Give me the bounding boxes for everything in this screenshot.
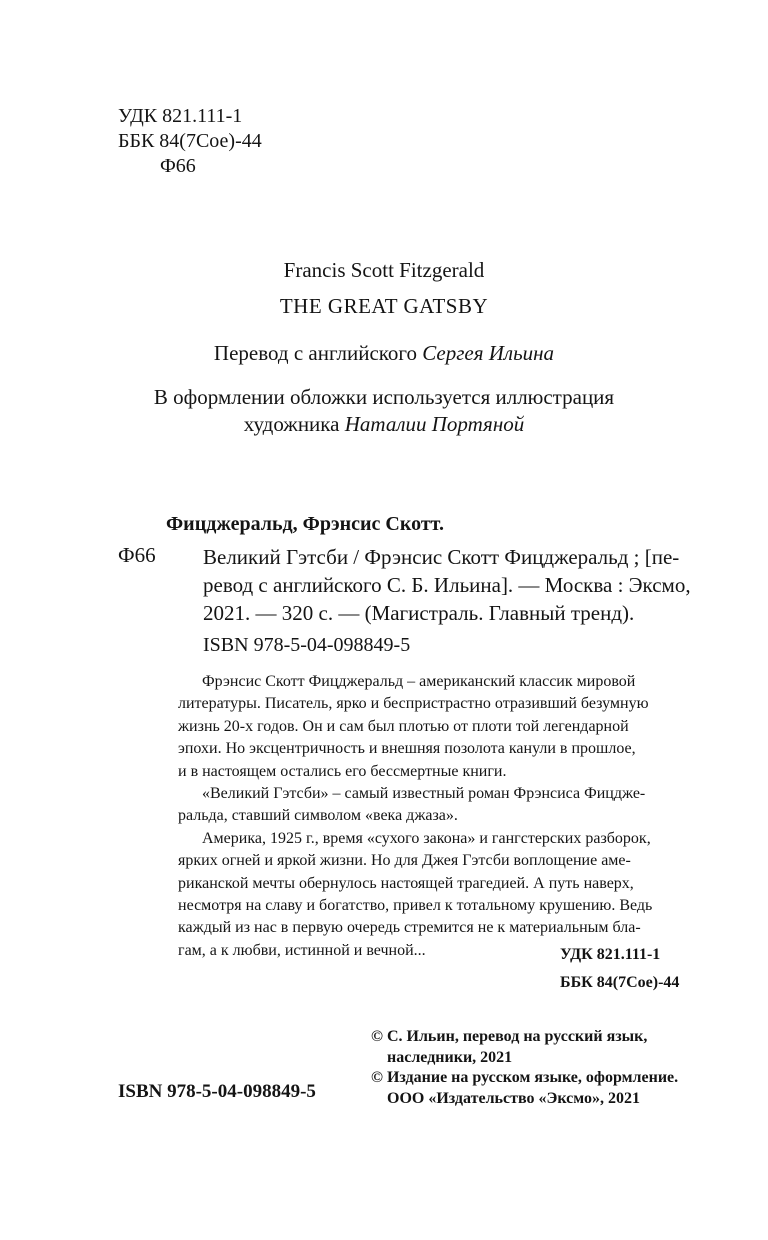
catalog-line: Великий Гэтсби / Фрэнсис Скотт Фицджеральд ; [пе-: [203, 545, 680, 569]
copyright-line: © С. Ильин, перевод на русский язык,: [371, 1028, 648, 1045]
catalog-line: ревод с английского С. Б. Ильина]. — Москва : Эксмо,: [203, 573, 691, 597]
cover-credit-prefix: художника: [243, 412, 345, 436]
annotation: [178, 671, 652, 962]
copyright-line: наследники, 2021: [387, 1048, 513, 1066]
catalog-line: 2021. — 320 с. — (Магистраль. Главный тренд).: [203, 601, 635, 625]
annotation-line: литературы. Писатель, ярко и беспристрастно отразивший безумную: [178, 695, 649, 713]
annotation-line: ральда, ставший символом «века джаза».: [178, 807, 458, 825]
translation-prefix: Перевод с английского: [213, 341, 423, 365]
author-mark: Ф66: [160, 155, 196, 177]
footer-udk: УДК 821.111-1: [560, 946, 661, 963]
translation-credit: [0, 341, 768, 366]
cover-credit-line2: [0, 411, 768, 438]
annotation-line: ярких огней и яркой жизни. Но для Джея Гэтсби воплощение аме-: [178, 852, 631, 870]
original-title: THE GREAT GATSBY: [279, 294, 489, 318]
annotation-line: жизнь 20-х годов. Он и сам был плотью от плоти той легендарной: [178, 717, 629, 735]
original-author: Francis Scott Fitzgerald: [283, 258, 485, 282]
catalog-mark: Ф66: [118, 543, 156, 567]
illustrator-name: Наталии Портяной: [344, 412, 525, 436]
copyright-block: [371, 1027, 678, 1109]
copyright-line: ООО «Издательство «Эксмо», 2021: [387, 1089, 640, 1107]
cover-credit-line1: В оформлении обложки используется иллюстрация: [153, 385, 615, 409]
classification-codes: [118, 104, 262, 179]
cover-credit: [0, 384, 768, 438]
isbn-bottom: ISBN 978-5-04-098849-5: [118, 1081, 316, 1102]
catalog-isbn: ISBN 978-5-04-098849-5: [203, 634, 411, 656]
annotation-line: каждый из нас в первую очередь стремится не к материальным бла-: [178, 919, 641, 937]
annotation-line: и в настоящем остались его бессмертные книги.: [178, 762, 507, 780]
udk-code: УДК 821.111-1: [118, 105, 243, 127]
catalog-heading: Фицджеральд, Фрэнсис Скотт.: [166, 513, 444, 535]
catalog-description: [203, 543, 693, 627]
footer-bbk: ББК 84(7Сое)-44: [560, 974, 680, 991]
translator-name: Сергея Ильина: [422, 341, 555, 365]
copyright-line: © Издание на русском языке, оформление.: [371, 1069, 679, 1086]
footer-codes: [560, 941, 679, 997]
annotation-line: риканской мечты обернулось настоящей трагедией. А путь наверх,: [178, 874, 634, 892]
annotation-line: Фрэнсис Скотт Фицджеральд – американский классик мировой: [202, 673, 636, 690]
annotation-line: Америка, 1925 г., время «сухого закона» и гангстерских разборок,: [202, 829, 651, 847]
annotation-line: «Великий Гэтсби» – самый известный роман Фрэнсиса Фицдже-: [202, 785, 646, 803]
annotation-line: несмотря на славу и богатство, привел к тотальному крушению. Ведь: [178, 897, 653, 915]
bbk-code: ББК 84(7Сое)-44: [118, 130, 262, 152]
annotation-line: гам, а к любви, истинной и вечной...: [178, 941, 426, 959]
annotation-line: эпохи. Но эксцентричность и внешняя позолота канули в прошлое,: [178, 740, 636, 758]
